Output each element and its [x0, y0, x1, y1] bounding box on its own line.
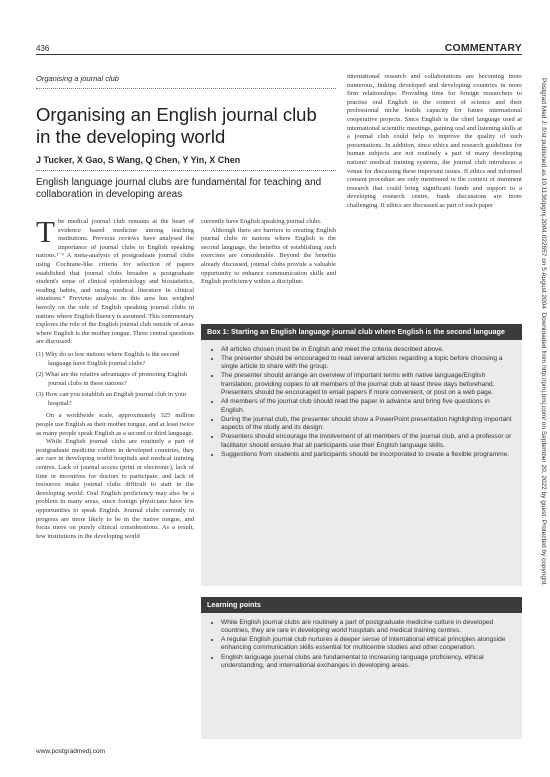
- col1-paragraph-3: While English journal clubs are routinely a part of postgraduate medicine culture in developed countries, they are rare in developing world hospitals and medical training centres. Lack of journal access (print or electronic), lack of time or incentives for doctors to participate, and lack of resources make journal clubs difficult to start in the developing world. Oral English proficiency may also be a problem in many areas, since foreign physicians have few opportunities to speak English. Journal clubs currently in progress are more likely to be in the native tongue, and focus more on purely clinical considerations. As a result, few institutions in the developing world: [36, 438, 194, 540]
- box-title: Learning points: [201, 597, 522, 613]
- box-list: [201, 340, 522, 467]
- drop-cap: T: [36, 214, 55, 249]
- article-title: Organising an English journal club in the developing world: [36, 104, 317, 147]
- page-number: 436: [36, 44, 50, 53]
- body-column-2: [201, 218, 336, 287]
- box-title: Box 1: Starting an English language journal club where English is the second language: [201, 324, 522, 340]
- dotted-divider: [36, 170, 336, 171]
- article-subtitle: English language journal clubs are fundamental for teaching and collaboration in developing areas: [36, 177, 322, 200]
- box-item: • While English journal clubs are routinely a part of postgraduate medicine culture in developed countries, they are rare in developing world hospitals and medical training centres.: [221, 619, 514, 636]
- col1-paragraph-1: he medical journal club remains at the heart of evidence based medicine among teaching institutions. Previous reviews have analysed the importance of journal clubs in English speaking nations.¹⁻³ A meta-analysis of postgraduate journal clubs using Cochrane-like criteria for selection of papers established that journal clubs broaden a postgraduate student's sense of clinical epidemiology and biostatistics, reading habits, and using medical literature in clinical situations.⁴ Previous analysis in this area has weighed heavily on the side of English speaking journal clubs in nations where English fluency is assumed. This commentary explores the role of the English journal club outside of areas where English is the mother tongue. Three central questions are discussed:: [36, 218, 194, 346]
- box-item: • During the journal club, the presenter should show a PowerPoint presentation highlighting important aspects of the study and its design.: [221, 416, 514, 433]
- body-column-3: [347, 73, 522, 211]
- question-item: (2) What are the relative advantages of promoting English journal clubs in these nations?: [36, 371, 188, 387]
- box-item: • Presenters should encourage the involvement of all members of the journal club, and a professor or facilitator should ensure that all participants use their English language skills.: [221, 433, 514, 450]
- running-title: Organising a journal club: [36, 74, 119, 83]
- col2-paragraph-2: Although there are barriers to creating English journal clubs in nations where English is the second language, the benefits of establishing such exercises are considerable. Beyond the benefits already discussed, journal clubs provide a valuable opportunity to enhance communication skills and English proficiency within a discipline.: [201, 226, 336, 286]
- col1-paragraph-2: On a worldwide scale, approximately 325 million people use English as their mother tongue, and at least twice as many people speak English as a second or third language.: [36, 412, 194, 437]
- box-item: • The presenter should arrange an overview of important terms with native language/English translation, providing copies to all members of the journal club at least three days beforehand. Presenters should be encouraged to email papers if more convenient, or post on a web page.: [221, 372, 514, 397]
- footer-url[interactable]: www.postgradmedj.com: [36, 748, 105, 755]
- box-item: • All members of the journal club should read the paper in advance and bring five questions in English.: [221, 398, 514, 415]
- question-list: [36, 351, 194, 409]
- box-item: • A regular English journal club nurtures a deeper sense of international ethical principles alongside enhancing communication skills essential for multicentre studies and other cooperation.: [221, 636, 514, 653]
- box-item: • All articles chosen must be in English and meet the criteria described above.: [221, 346, 514, 354]
- box-starting-journal-club: [201, 324, 522, 586]
- question-item: (3) How can you establish an English journal club in your hospital?: [36, 391, 187, 407]
- col2-paragraph-1: currently have English speaking journal clubs.: [201, 218, 322, 225]
- box-item: • Suggestions from students and participants should be incorporated to create a flexible programme.: [221, 451, 514, 459]
- dotted-divider: [36, 88, 336, 89]
- question-item: (1) Why do so few nations where English is the second language have English journal clubs?: [36, 350, 180, 367]
- section-title: COMMENTARY: [444, 42, 522, 54]
- header-rule: [36, 54, 522, 55]
- box-item: • English language journal clubs are fundamental to increasing language proficiency, ethical understanding, and international exchanges in developing areas.: [221, 654, 514, 671]
- box-list: [201, 613, 522, 678]
- copyright-sidebar: Postgrad Med J: first published as 10.1136/pgmj.2004.022657 on 5 August 2004. Downloaded from http://pmj.bmj.com/ on September 20, 2022 by guest. Protected by copyright.: [540, 78, 547, 587]
- box-learning-points: [201, 597, 522, 739]
- box-item: • The presenter should be encouraged to read several articles regarding a topic before choosing a single article to share with the group.: [221, 355, 514, 372]
- body-column-1: [36, 214, 194, 541]
- col3-paragraph: international research and collaborations are becoming more numerous, linking developed and developing countries in more firm relationships. Providing time for foreign researchers to practise oral English in the context of science and their professional niche builds capacity for future international cooperative projects. Since English is the chief language used at international scientific meetings, gaining oral and listening skills at a journal club could help to improve the quality of such presentations. In addition, since ethics and research guidelines for human subjects are not routinely a part of many developing nations' medical training systems, the journal club introduces a venue for discussing these important issues. If ethics and informed consent procedure are only mentioned in the context of imminent research that could bring significant funds and support to a developing research centre, frank discussions are more challenging. If ethics are discussed as part of each paper: [347, 73, 522, 209]
- authors: J Tucker, X Gao, S Wang, Q Chen, Y Yin, X Chen: [36, 155, 241, 165]
